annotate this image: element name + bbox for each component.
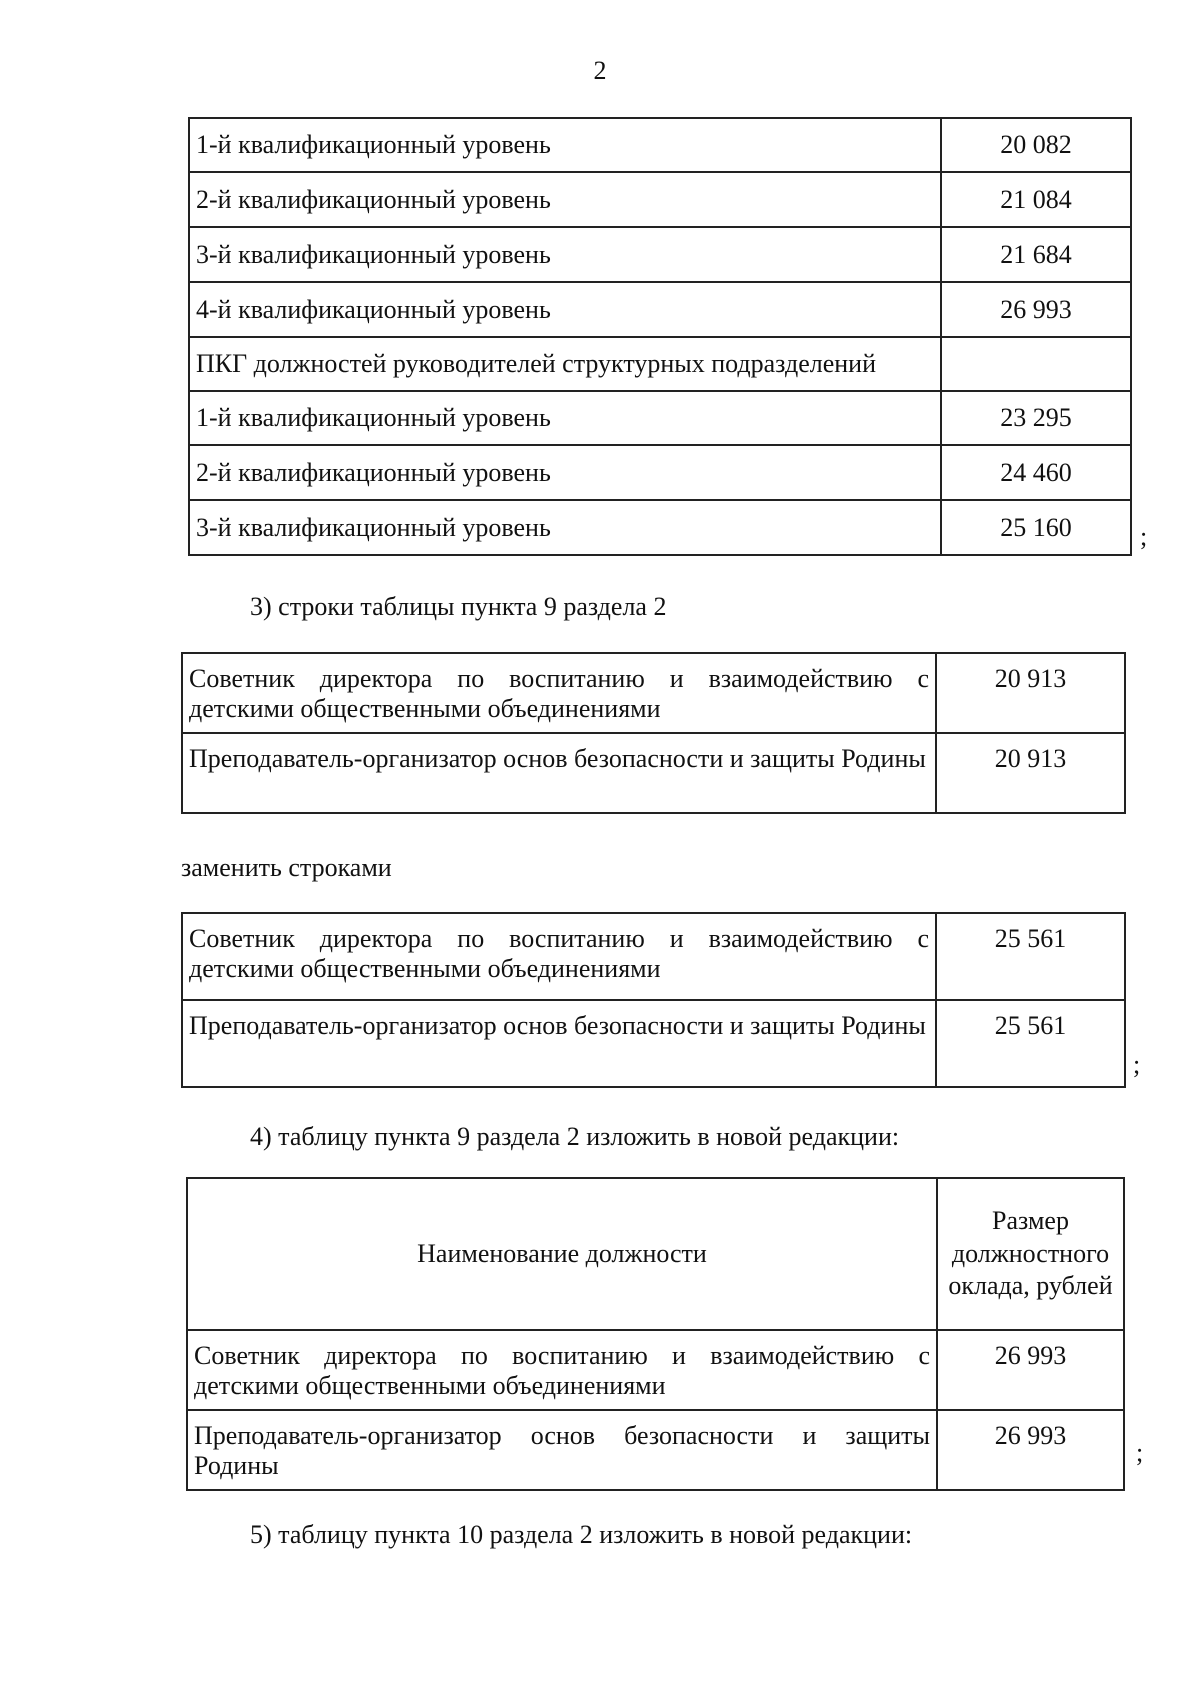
page-number: 2 [593,56,607,85]
row-value: 23 295 [941,391,1131,445]
table-row [182,1000,1125,1087]
table3-terminator: ; [1133,1050,1141,1079]
row-name: 2-й квалификационный уровень [189,445,941,500]
table-row [189,118,1131,172]
table-replacement-rows [181,912,1126,1088]
row-name: Преподаватель-организатор основ безопасности и защиты Родины [182,1000,936,1087]
header-position-name: Наименование должности [187,1178,937,1330]
table-header-row [187,1178,1124,1330]
row-name: 3-й квалификационный уровень [189,500,941,555]
paragraph-4: 4) таблицу пункта 9 раздела 2 изложить в новой редакции: [250,1122,900,1151]
table-row [182,733,1125,813]
table-rows-to-replace [181,652,1126,814]
table-row [189,445,1131,500]
table4-terminator: ; [1136,1438,1144,1467]
header-salary-size: Размер должностного оклада, рублей [937,1178,1124,1330]
table-row [187,1410,1124,1490]
row-name: 1-й квалификационный уровень [189,391,941,445]
row-name: Советник директора по воспитанию и взаимодействию с детскими общественными объединениями [182,653,936,733]
table-new-edition [186,1177,1125,1491]
row-value: 24 460 [941,445,1131,500]
row-name: 3-й квалификационный уровень [189,227,941,282]
row-value: 26 993 [941,282,1131,337]
row-name: 2-й квалификационный уровень [189,172,941,227]
table-row [189,500,1131,555]
row-name: Советник директора по воспитанию и взаимодействию с детскими общественными объединениями [182,913,936,1000]
row-name: Преподаватель-организатор основ безопасности и защиты Родины [187,1410,937,1490]
row-value: 26 993 [937,1410,1124,1490]
salary-table-qualification-levels [188,117,1132,556]
row-name: 4-й квалификационный уровень [189,282,941,337]
row-value: 20 913 [936,653,1125,733]
row-value: 25 561 [936,1000,1125,1087]
row-name: Преподаватель-организатор основ безопасности и защиты Родины [182,733,936,813]
paragraph-3: 3) строки таблицы пункта 9 раздела 2 [250,592,667,621]
row-value: 21 684 [941,227,1131,282]
table-row [182,653,1125,733]
row-name: 1-й квалификационный уровень [189,118,941,172]
table-row [189,172,1131,227]
row-value [941,337,1131,391]
row-value: 21 084 [941,172,1131,227]
paragraph-5: 5) таблицу пункта 10 раздела 2 изложить в новой редакции: [250,1520,913,1549]
row-value: 25 160 [941,500,1131,555]
replace-text: заменить строками [181,853,392,882]
table-row-group-header [189,337,1131,391]
table1-terminator: ; [1140,522,1148,551]
table-row [189,391,1131,445]
row-name: ПКГ должностей руководителей структурных подразделений [189,337,941,391]
table-row [189,282,1131,337]
row-value: 26 993 [937,1330,1124,1410]
row-value: 20 913 [936,733,1125,813]
table-row [182,913,1125,1000]
row-value: 20 082 [941,118,1131,172]
row-value: 25 561 [936,913,1125,1000]
row-name: Советник директора по воспитанию и взаимодействию с детскими общественными объединениями [187,1330,937,1410]
table-row [187,1330,1124,1410]
table-row [189,227,1131,282]
